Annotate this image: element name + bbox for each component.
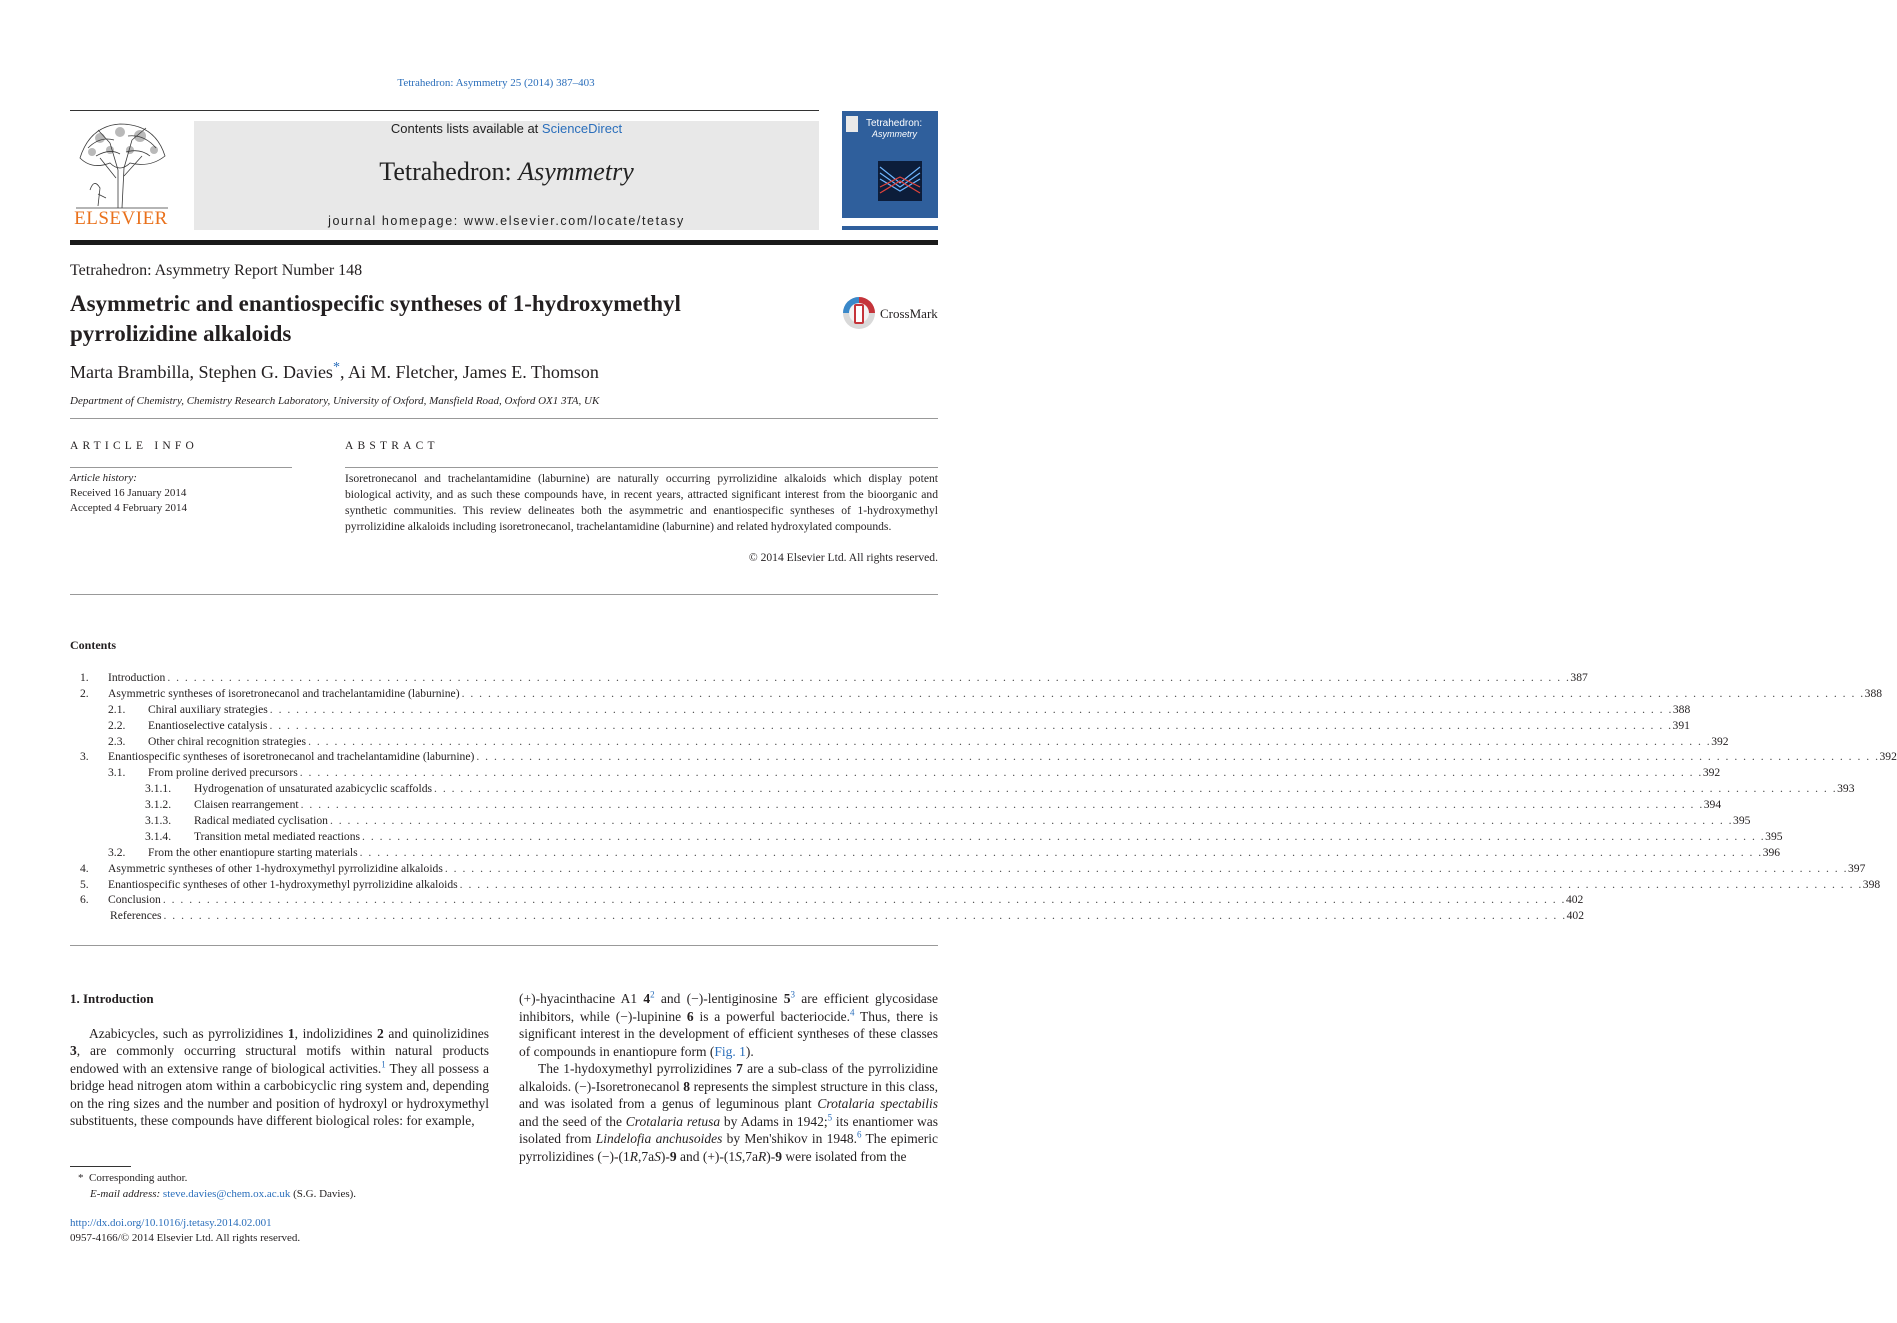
text-run: and (−)-lentiginosine [654, 991, 784, 1006]
toc-number: 2. [80, 686, 89, 700]
toc-number: 6. [80, 893, 89, 907]
toc-entry [108, 749, 1897, 765]
toc-number: 3.1.2. [145, 798, 172, 812]
toc-page: 392 [1702, 766, 1721, 780]
toc-leader-dots: . . . . . . . . . . . . . . . . . . . . . . . . . . . . . . . . . . . . . . . . . . . . . . . . . . . . . . . . . . . . . . . . . . . . . . . . . . . . . . . . . . . . . . . . . . . . . . . . . . . . . . . . . . . . . . . . . . . . . . . . . . . . . . . . . . . . . . . . . . . . . . . . . . . . . . . . . . . . . . . . [329, 814, 1734, 828]
toc-leader-dots: . . . . . . . . . . . . . . . . . . . . . . . . . . . . . . . . . . . . . . . . . . . . . . . . . . . . . . . . . . . . . . . . . . . . . . . . . . . . . . . . . . . . . . . . . . . . . . . . . . . . . . . . . . . . . . . . . . . . . . . . . . . . . . . . . . . . . . . . . . . . . . . . . . . . . . . . . . . . . . . . [476, 750, 1880, 764]
crossmark-icon [842, 296, 876, 330]
text-run: )- [660, 1148, 670, 1164]
toc-title[interactable]: Introduction [108, 671, 166, 684]
toc-entry [194, 781, 1855, 797]
toc-entry [108, 686, 1883, 702]
toc-entry [148, 765, 1721, 781]
text-run: They all possess a bridge head nitrogen atom within a carbobicyclic ring system and, depending on the ring sizes and the number and position of hydroxyl or hydroxymethyl substituents, these compounds have different biological roles: for example, [70, 1060, 489, 1128]
species-name: Lindelofia anchusoides [595, 1131, 723, 1146]
compound-number: 8 [683, 1078, 691, 1094]
reference-link[interactable]: 1 [381, 1059, 386, 1069]
elsevier-logo[interactable] [70, 118, 172, 230]
contents-prefix: Contents lists available at [390, 121, 542, 136]
received-date: Received 16 January 2014 [70, 487, 187, 499]
compound-number: 1 [287, 1025, 295, 1041]
toc-page: 392 [1879, 750, 1897, 764]
email-owner: (S.G. Davies). [290, 1188, 357, 1200]
cover-subtitle: Asymmetry [872, 129, 917, 139]
header-rule [70, 110, 819, 111]
reference-link[interactable]: 3 [790, 989, 795, 1000]
toc-page: 388 [1672, 702, 1691, 716]
text-run: ,7a [741, 1148, 759, 1164]
figure-link[interactable]: Fig. 1 [714, 1043, 746, 1059]
toc-row[interactable] [70, 781, 1855, 797]
journal-cover-thumbnail[interactable] [842, 111, 938, 230]
text-run: by Adams in 1942; [720, 1113, 828, 1129]
toc-number: 4. [80, 861, 89, 875]
toc-title[interactable]: From proline derived precursors [148, 766, 298, 780]
toc-page: 393 [1837, 782, 1855, 796]
text-run: its enantiomer was isolated from [519, 1113, 938, 1146]
page-footer [70, 1216, 300, 1246]
header-thick-rule [70, 240, 938, 245]
toc-row[interactable] [70, 718, 1690, 734]
text-run: are efficient glycosidase inhibitors, while (−)-lupinine [519, 991, 938, 1024]
toc-title[interactable]: Radical mediated cyclisation [194, 814, 328, 828]
elsevier-tree-icon [70, 118, 172, 210]
toc-number: 2.3. [108, 734, 126, 748]
compound-number: 3 [70, 1043, 77, 1058]
reference-link[interactable]: 5 [827, 1112, 833, 1122]
toc-page: 395 [1765, 829, 1783, 843]
footnote-star: * [78, 1172, 84, 1184]
toc-title[interactable]: Enantiospecific syntheses of other 1-hydroxymethyl pyrrolizidine alkaloids [108, 877, 458, 891]
toc-title[interactable]: Transition metal mediated reactions [194, 829, 361, 843]
toc-entry [108, 877, 1881, 893]
journal-homepage [194, 214, 819, 228]
toc-row[interactable] [70, 702, 1691, 718]
abstract-rule [345, 467, 938, 468]
toc-title[interactable]: References [110, 909, 162, 923]
toc-entry [194, 797, 1722, 813]
doi-link[interactable]: http://dx.doi.org/10.1016/j.tetasy.2014.02.001 [70, 1217, 272, 1229]
toc-row[interactable] [70, 877, 1881, 893]
toc-leader-dots: . . . . . . . . . . . . . . . . . . . . . . . . . . . . . . . . . . . . . . . . . . . . . . . . . . . . . . . . . . . . . . . . . . . . . . . . . . . . . . . . . . . . . . . . . . . . . . . . . . . . . . . . . . . . . . . . . . . . . . . . . . . . . . . . . . . . . . . . . . . . . . . . . . . . . . . . . . . . . . . . [461, 686, 1865, 700]
journal-title [194, 157, 819, 187]
toc-entry [148, 734, 1729, 750]
toc-leader-dots: . . . . . . . . . . . . . . . . . . . . . . . . . . . . . . . . . . . . . . . . . . . . . . . . . . . . . . . . . . . . . . . . . . . . . . . . . . . . . . . . . . . . . . . . . . . . . . . . . . . . . . . . . . . . . . . . . . . . . . . . . . . . . . . . . . . . . . . . . . . . . . . . . . . . . . . . . . . . . . . . [459, 877, 1863, 891]
toc-page: 394 [1703, 798, 1722, 812]
compound-number: 5 [783, 991, 791, 1006]
toc-entry [110, 908, 1584, 924]
toc-row[interactable] [70, 829, 1783, 845]
contents-bottom-rule [70, 945, 938, 946]
text-run: )- [766, 1148, 776, 1164]
crossmark-badge[interactable] [842, 296, 940, 332]
toc-row[interactable] [70, 892, 1584, 908]
journal-title-plain: Tetrahedron: [379, 157, 519, 186]
toc-row[interactable] [70, 765, 1721, 781]
text-run: Azabicycles, such as pyrrolizidines [89, 1025, 288, 1041]
stereo-descriptor: R [629, 1148, 638, 1164]
abstract-bottom-rule [70, 594, 938, 595]
text-run: were isolated from the [782, 1148, 907, 1164]
text-run: (+)-hyacinthacine A1 [519, 991, 644, 1006]
abstract-text: Isoretronecanol and trachelantamidine (laburnine) are naturally occurring pyrrolizidine alkaloids which display potent biological activity, and as such these compounds have, in recent years, attracted significant interest from the bioorganic and synthetic communities. This review delineates both the asymmetric and enantiospecific syntheses of 1-hydroxymethyl pyrrolizidine alkaloids including isoretronecanol, trachelantamidine (laburnine) and related hydroxylated compounds. [345, 472, 938, 533]
footnote-rule [70, 1166, 131, 1167]
affiliation: Department of Chemistry, Chemistry Research Laboratory, University of Oxford, Mansfield Road, Oxford OX1 3TA, UK [70, 395, 600, 407]
sciencedirect-link[interactable]: ScienceDirect [541, 121, 623, 136]
toc-entry [108, 861, 1866, 877]
text-run: and the seed of the [519, 1113, 626, 1129]
toc-entry [148, 702, 1691, 718]
text-run: and quinolizidines [383, 1025, 490, 1041]
toc-page: 396 [1762, 845, 1781, 859]
homepage-prefix: journal homepage: [328, 214, 464, 228]
footnote-text: Corresponding author. [89, 1172, 188, 1184]
compound-number: 4 [643, 991, 651, 1006]
abstract-copyright: © 2014 Elsevier Ltd. All rights reserved. [748, 551, 938, 564]
toc-row[interactable] [70, 797, 1722, 813]
article-title: Asymmetric and enantiospecific syntheses of 1-hydroxymethyl pyrrolizidine alkaloids [70, 291, 681, 346]
toc-page: 397 [1847, 861, 1866, 875]
author-list [70, 362, 599, 383]
toc-number: 1. [80, 671, 89, 684]
species-name: Crotalaria retusa [625, 1113, 721, 1129]
toc-row[interactable] [70, 686, 1883, 702]
reference-link[interactable]: 2 [650, 989, 655, 1000]
article-info-rule [70, 467, 292, 468]
toc-entry [108, 670, 1588, 686]
toc-leader-dots: . . . . . . . . . . . . . . . . . . . . . . . . . . . . . . . . . . . . . . . . . . . . . . . . . . . . . . . . . . . . . . . . . . . . . . . . . . . . . . . . . . . . . . . . . . . . . . . . . . . . . . . . . . . . . . . . . . . . . . . . . . . . . . . . . . . . . . . . . . . . . . . . . . . . . . . . . . . . . . . . [444, 861, 1848, 875]
toc-entry [148, 718, 1690, 734]
article-info-heading: ARTICLE INFO [70, 440, 198, 452]
authors-rest: , Ai M. Fletcher, James E. Thomson [339, 362, 599, 382]
toc-number: 3.2. [108, 845, 126, 859]
toc-page: 387 [1570, 671, 1588, 684]
toc-title[interactable]: Other chiral recognition strategies [148, 734, 307, 748]
corresponding-author-star[interactable]: * [332, 360, 340, 375]
intro-paragraph-1-cont [519, 990, 938, 1060]
toc-entry [148, 845, 1781, 861]
toc-entry [194, 829, 1783, 845]
toc-number: 2.2. [108, 718, 126, 732]
toc-title[interactable]: Claisen rearrangement [194, 798, 299, 812]
body-right-column [519, 990, 938, 1165]
toc-leader-dots: . . . . . . . . . . . . . . . . . . . . . . . . . . . . . . . . . . . . . . . . . . . . . . . . . . . . . . . . . . . . . . . . . . . . . . . . . . . . . . . . . . . . . . . . . . . . . . . . . . . . . . . . . . . . . . . . . . . . . . . . . . . . . . . . . . . . . . . . . . . . . . . . . . . . . . . . . . . . . . . . [300, 798, 1704, 812]
toc-leader-dots: . . . . . . . . . . . . . . . . . . . . . . . . . . . . . . . . . . . . . . . . . . . . . . . . . . . . . . . . . . . . . . . . . . . . . . . . . . . . . . . . . . . . . . . . . . . . . . . . . . . . . . . . . . . . . . . . . . . . . . . . . . . . . . . . . . . . . . . . . . . . . . . . . . . . . . . . . . . . . . . . [362, 829, 1766, 843]
reference-link[interactable]: 4 [849, 1007, 855, 1017]
text-run: , indolizidines [294, 1025, 377, 1041]
cover-logo-icon [846, 116, 858, 132]
toc-leader-dots: . . . . . . . . . . . . . . . . . . . . . . . . . . . . . . . . . . . . . . . . . . . . . . . . . . . . . . . . . . . . . . . . . . . . . . . . . . . . . . . . . . . . . . . . . . . . . . . . . . . . . . . . . . . . . . . . . . . . . . . . . . . . . . . . . . . . . . . . . . . . . . . . . . . . . . . . . . . . . . . . [162, 893, 1566, 907]
toc-page: 402 [1565, 893, 1584, 907]
toc-title[interactable]: Enantiospecific syntheses of isoretronecanol and trachelantamidine (laburnine) [108, 750, 475, 764]
toc-title[interactable]: Enantioselective catalysis [148, 718, 268, 732]
crossmark-label: CrossMark [880, 306, 938, 321]
text-run: , are commonly occurring structural motifs within natural products endowed with an extensive range of biological activities. [70, 1043, 489, 1076]
email-label: E-mail address: [90, 1188, 163, 1200]
toc-title[interactable]: Asymmetric syntheses of other 1-hydroxymethyl pyrrolizidine alkaloids [108, 861, 443, 875]
compound-number: 2 [377, 1025, 384, 1041]
compound-number: 6 [686, 1008, 694, 1024]
toc-number: 3.1.3. [145, 814, 172, 828]
text-run: The 1-hydoxymethyl pyrrolizidines [538, 1061, 737, 1076]
toc-leader-dots: . . . . . . . . . . . . . . . . . . . . . . . . . . . . . . . . . . . . . . . . . . . . . . . . . . . . . . . . . . . . . . . . . . . . . . . . . . . . . . . . . . . . . . . . . . . . . . . . . . . . . . . . . . . . . . . . . . . . . . . . . . . . . . . . . . . . . . . . . . . . . . . . . . . . . . . . . . . . . . . . [167, 671, 1571, 684]
reference-link[interactable]: 6 [857, 1129, 862, 1140]
toc-leader-dots: . . . . . . . . . . . . . . . . . . . . . . . . . . . . . . . . . . . . . . . . . . . . . . . . . . . . . . . . . . . . . . . . . . . . . . . . . . . . . . . . . . . . . . . . . . . . . . . . . . . . . . . . . . . . . . . . . . . . . . . . . . . . . . . . . . . . . . . . . . . . . . . . . . . . . . . . . . . . . . . . [269, 718, 1673, 732]
text-run: is a powerful bacteriocide. [693, 1008, 850, 1024]
stereo-descriptor: R [758, 1148, 767, 1164]
toc-row[interactable] [70, 813, 1751, 829]
journal-banner [194, 121, 819, 230]
toc-number: 3.1. [108, 766, 126, 780]
compound-number: 9 [775, 1148, 783, 1164]
stereo-descriptor: S [654, 1148, 661, 1164]
toc-title[interactable]: Conclusion [108, 893, 161, 907]
text-run: by Men'shikov in 1948. [722, 1131, 857, 1146]
article-history [70, 471, 187, 516]
cover-artwork-icon [878, 161, 922, 201]
issn-line: 0957-4166/© 2014 Elsevier Ltd. All rights reserved. [70, 1232, 301, 1244]
toc-page: 388 [1864, 686, 1883, 700]
toc-title[interactable]: Chiral auxiliary strategies [148, 702, 268, 716]
intro-paragraph-2 [519, 1060, 938, 1165]
section-heading-introduction: 1. Introduction [70, 991, 154, 1006]
toc-leader-dots: . . . . . . . . . . . . . . . . . . . . . . . . . . . . . . . . . . . . . . . . . . . . . . . . . . . . . . . . . . . . . . . . . . . . . . . . . . . . . . . . . . . . . . . . . . . . . . . . . . . . . . . . . . . . . . . . . . . . . . . . . . . . . . . . . . . . . . . . . . . . . . . . . . . . . . . . . . . . . . . . [163, 909, 1567, 923]
species-name: Crotalaria spectabilis [817, 1096, 938, 1111]
text-run: Thus, there is significant interest in the development of efficient syntheses of these classes of compounds in enantiopure form ( [519, 1008, 939, 1059]
history-label: Article history: [70, 472, 137, 484]
stereo-descriptor: S [735, 1148, 742, 1164]
toc-row[interactable] [70, 845, 1781, 861]
body-left-column [70, 990, 489, 1130]
toc-row[interactable] [70, 908, 1584, 924]
cover-bottom-band [842, 218, 938, 226]
text-run: ). [745, 1043, 754, 1059]
toc-number: 5. [80, 877, 89, 891]
toc-row[interactable] [70, 749, 1897, 765]
footnote-email-line [78, 1186, 356, 1202]
text-run: The epimeric pyrrolizidines (−)-(1 [519, 1131, 939, 1164]
toc-row[interactable] [70, 861, 1866, 877]
journal-citation[interactable]: Tetrahedron: Asymmetry 25 (2014) 387–403 [397, 77, 595, 89]
table-of-contents [70, 670, 1897, 924]
text-run: represents the simplest structure in this class, and was isolated from a genus of leguminous plant [519, 1078, 938, 1111]
text-run: ,7a [637, 1148, 655, 1164]
footnote-corresponding [78, 1170, 356, 1186]
toc-leader-dots: . . . . . . . . . . . . . . . . . . . . . . . . . . . . . . . . . . . . . . . . . . . . . . . . . . . . . . . . . . . . . . . . . . . . . . . . . . . . . . . . . . . . . . . . . . . . . . . . . . . . . . . . . . . . . . . . . . . . . . . . . . . . . . . . . . . . . . . . . . . . . . . . . . . . . . . . . . . . . . . . [308, 734, 1712, 748]
toc-title[interactable]: Asymmetric syntheses of isoretronecanol and trachelantamidine (laburnine) [108, 686, 460, 700]
toc-row[interactable] [70, 670, 1588, 686]
compound-number: 9 [669, 1148, 677, 1164]
intro-paragraph-1 [70, 1025, 489, 1130]
toc-number: 3.1.1. [145, 782, 172, 796]
toc-title[interactable]: From the other enantiopure starting materials [148, 845, 358, 859]
text-run: and (+)-(1 [676, 1148, 736, 1164]
homepage-url[interactable]: www.elsevier.com/locate/tetasy [463, 214, 685, 228]
compound-number: 7 [736, 1061, 743, 1076]
email-link[interactable]: steve.davies@chem.ox.ac.uk [162, 1188, 291, 1200]
toc-page: 398 [1862, 877, 1881, 891]
toc-leader-dots: . . . . . . . . . . . . . . . . . . . . . . . . . . . . . . . . . . . . . . . . . . . . . . . . . . . . . . . . . . . . . . . . . . . . . . . . . . . . . . . . . . . . . . . . . . . . . . . . . . . . . . . . . . . . . . . . . . . . . . . . . . . . . . . . . . . . . . . . . . . . . . . . . . . . . . . . . . . . . . . . [269, 702, 1673, 716]
toc-number: 2.1. [108, 702, 126, 716]
toc-leader-dots: . . . . . . . . . . . . . . . . . . . . . . . . . . . . . . . . . . . . . . . . . . . . . . . . . . . . . . . . . . . . . . . . . . . . . . . . . . . . . . . . . . . . . . . . . . . . . . . . . . . . . . . . . . . . . . . . . . . . . . . . . . . . . . . . . . . . . . . . . . . . . . . . . . . . . . . . . . . . . . . . [434, 782, 1838, 796]
authors-first: Marta Brambilla, Stephen G. Davies [70, 362, 333, 382]
toc-page: 395 [1733, 814, 1751, 828]
toc-page: 391 [1672, 718, 1690, 732]
journal-title-italic: Asymmetry [518, 157, 634, 186]
toc-number: 3.1.4. [145, 829, 172, 843]
elsevier-wordmark: ELSEVIER [74, 208, 168, 229]
text-run: are a sub-class of the pyrrolizidine alkaloids. (−)-Isoretronecanol [519, 1061, 938, 1094]
toc-page: 392 [1711, 734, 1729, 748]
report-number: Tetrahedron: Asymmetry Report Number 148 [70, 262, 363, 279]
cover-title: Tetrahedron: [866, 118, 923, 129]
contents-available-line [194, 121, 819, 136]
footnote [78, 1170, 356, 1202]
toc-leader-dots: . . . . . . . . . . . . . . . . . . . . . . . . . . . . . . . . . . . . . . . . . . . . . . . . . . . . . . . . . . . . . . . . . . . . . . . . . . . . . . . . . . . . . . . . . . . . . . . . . . . . . . . . . . . . . . . . . . . . . . . . . . . . . . . . . . . . . . . . . . . . . . . . . . . . . . . . . . . . . . . . [359, 845, 1763, 859]
contents-heading: Contents [70, 638, 117, 652]
affiliation-rule [70, 418, 938, 419]
toc-entry [194, 813, 1751, 829]
toc-entry [108, 892, 1584, 908]
abstract-heading: ABSTRACT [345, 440, 439, 452]
toc-number: 3. [80, 750, 89, 764]
toc-row[interactable] [70, 734, 1729, 750]
accepted-date: Accepted 4 February 2014 [70, 502, 187, 514]
toc-title[interactable]: Hydrogenation of unsaturated azabicyclic scaffolds [194, 782, 433, 796]
toc-leader-dots: . . . . . . . . . . . . . . . . . . . . . . . . . . . . . . . . . . . . . . . . . . . . . . . . . . . . . . . . . . . . . . . . . . . . . . . . . . . . . . . . . . . . . . . . . . . . . . . . . . . . . . . . . . . . . . . . . . . . . . . . . . . . . . . . . . . . . . . . . . . . . . . . . . . . . . . . . . . . . . . . [299, 766, 1703, 780]
toc-page: 402 [1566, 909, 1584, 923]
